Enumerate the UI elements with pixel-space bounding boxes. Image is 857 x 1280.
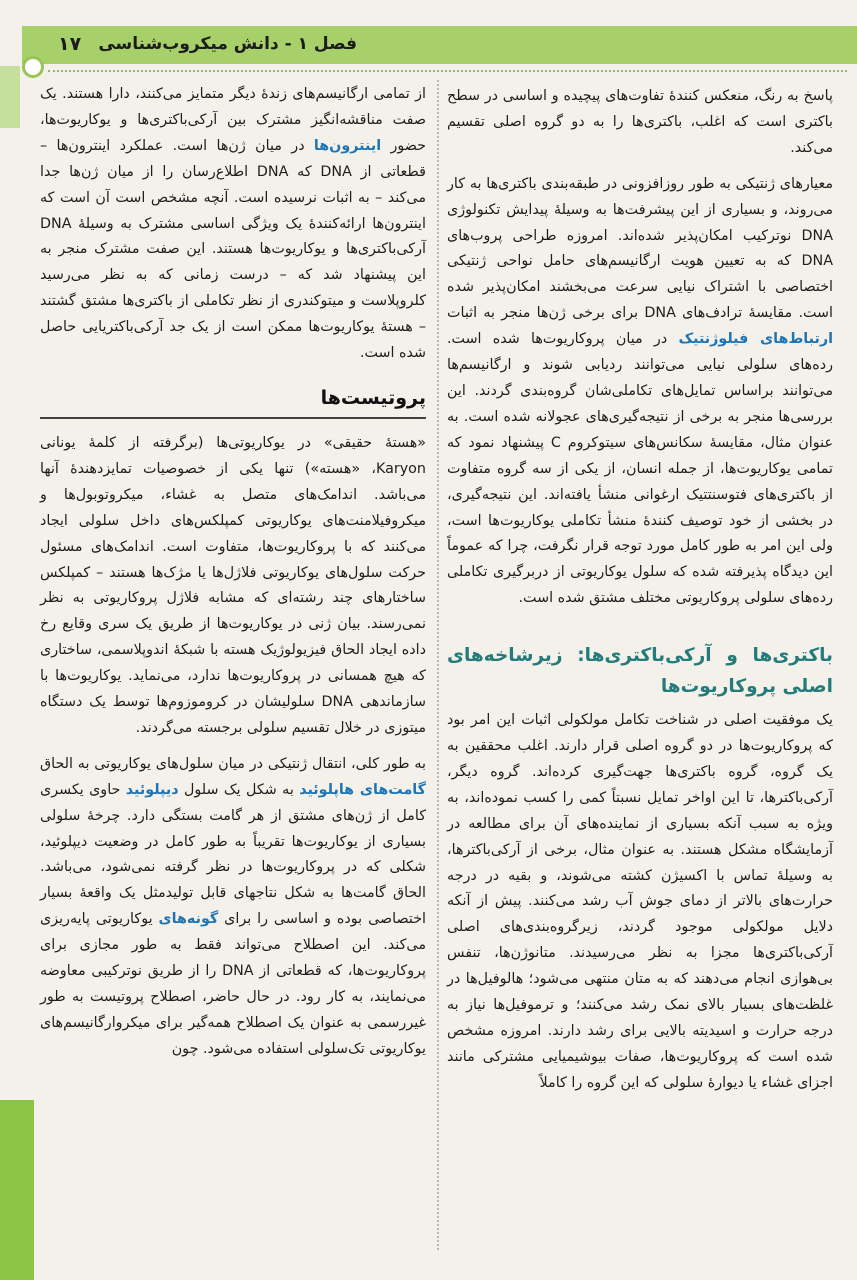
paragraph bbox=[40, 82, 426, 367]
left-column bbox=[40, 82, 426, 1073]
keyword-phylogenetic: ارتباط‌های فیلوژنتیک bbox=[678, 331, 834, 348]
chapter-title: فصل ۱ - دانش میکروب‌شناسی bbox=[98, 34, 357, 54]
header-circle-ornament bbox=[22, 56, 44, 78]
paragraph bbox=[40, 752, 426, 1063]
section-heading: پروتیست‌ها bbox=[40, 381, 426, 419]
keyword-introns: اینترون‌ها bbox=[313, 137, 382, 154]
side-strip-top bbox=[0, 66, 20, 128]
paragraph-text: در میان پروکاریوت‌ها شده است. رده‌های سلولی نیایی می‌توانند ردیابی شوند و ارگانیسم‌ها می‌توانند براساس تمایل‌های تکاملی‌شان گروه‌بندی گردند. این بررسی‌ها منجر به برخی از نتیجه‌گیری‌های عجولانه شده است. به عنوان مثال، مقایسهٔ سکانس‌های سیتوکروم C پیشنهاد نمود که تمامی یوکاریوت‌ها، از جمله انسان، از یکی از سه گروه متفاوت از باکتری‌های فتوسنتتیک ارغوانی منشأ یافته‌اند. این نتیجه‌گیری، در بخشی از خود توصیف کنندهٔ منشأ تکاملی یوکاریوت‌ها است، ولی این امر به طور کامل مورد توجه قرار نگرفت، چرا که عموماً این دیدگاه پذیرفته شده که سلول یوکاریوتی از دربرگیری تکاملی رده‌های سلولی پروکاریوتی مختلف مشتق شده است. bbox=[447, 331, 833, 607]
right-column bbox=[447, 84, 833, 1107]
paragraph: یک موفقیت اصلی در شناخت تکامل مولکولی اثبات این امر بود که پروکاریوت‌ها در دو گروه اصلی قرار دارند. اغلب محققین به یک گروه، گروه باکتری‌ها جهت‌گیری کرده‌اند. گروه دیگر، آرکی‌باکترها، تا این اواخر تمایل نسبتاً کمی را کسب نموده‌اند، به ویژه به سبب آنکه بسیاری از نماینده‌های آن برای مطالعه در آزمایشگاه مشکل هستند. به عنوان مثال، برخی از آرکی‌باکترها، به وسیلهٔ تماس با اکسیژن کشته می‌شوند، و بقیه در درجه حرارت‌های بالاتر از دمای جوش آب رشد می‌کنند. پیش از آنکه دلایل مولکولی موجود گردند، زیرگروه‌بندی‌های اصلی آرکی‌باکتری‌ها مجزا به نظر می‌رسیدند. متانوژن‌ها، تنفس بی‌هوازی انجام می‌دهند که به متان منتهی می‌شود؛ هالوفیل‌ها در غلظت‌های بسیار بالای نمک رشد می‌کنند؛ و ترموفیل‌ها نیاز به درجه حرارت و اسیدیته بالایی برای رشد دارند. امروزه مشخص شده است که پروکاریوت‌ها، صفات بیوشیمیایی مشترکی مانند اجزای غشاء یا دیوارهٔ سلولی که این گروه را کاملاً bbox=[447, 712, 833, 1091]
keyword-species: گونه‌های bbox=[158, 911, 219, 928]
page-number: ۱۷ bbox=[58, 33, 82, 55]
paragraph: «هستهٔ حقیقی» در یوکاریوتی‌ها (برگرفته از کلمهٔ یونانی Karyon، «هسته») تنها یکی از خصوصیات تمایزدهندهٔ آنها می‌باشد. اندامک‌های متصل به غشاء، میکروتوبول‌ها و میکروفیلامنت‌های یوکاریوتی کمپلکس‌های داخل سلولی ایجاد می‌کنند که با پروکاریوت‌ها، متفاوت است. اندامک‌های مسئول حرکت سلول‌های یوکاریوتی فلاژل‌ها یا مژک‌ها هستند – کمپلکس ساختارهای چند رشته‌ای که مشابه فلاژل پروکاریوتی به نظر نمی‌رسند. بیان ژنی در یوکاریوت‌ها از طریق یک سری وقایع رخ داده ایجاد الحاق فیزیولوژیک هسته با شبکهٔ اندوپلاسمی، ساختاری که هیچ همسانی در پروکاریوت‌ها ندارد، می‌نماید. یوکاریوت‌ها با سازماندهی DNA سلولیشان در کروموزوم‌ها توسط یک دستگاه میتوزی در خلال تقسیم سلولی برجسته می‌گردند. bbox=[40, 434, 426, 736]
paragraph bbox=[447, 172, 833, 612]
paragraph-text: از تمامی ارگانیسم‌های زندهٔ دیگر متمایز می‌کنند، دارا هستند. یک صفت مناقشه‌انگیز مشترک بین آرکی‌باکتری‌ها و یوکاریوت‌ها، حضور bbox=[40, 86, 426, 154]
paragraph-text: به شکل یک سلول bbox=[178, 781, 300, 798]
paragraph: پاسخ به رنگ، منعکس کنندهٔ تفاوت‌های پیچیده و اساسی در سطح باکتری است که اغلب، باکتری‌ها را به دو گروه اصلی تقسیم می‌کند. bbox=[447, 88, 833, 156]
keyword-haploid-gametes: گامت‌های هاپلوئید bbox=[299, 781, 426, 798]
column-divider bbox=[437, 80, 439, 1250]
paragraph-text: حاوی یکسری کامل از ژن‌های مشتق از هر گامت بستگی دارد. چرخهٔ سلولی بسیاری از یوکاریوت‌ها تقریباً به طور کامل در وضعیت دیپلوئید، شکلی که در پروکاریوت‌ها در نظر گرفته نمی‌شود، می‌باشد. الحاق گامت‌ها به شکل نتاجهای قابل تولیدمثل یک واقعهٔ بسیار اختصاصی بوده و اساسی را برای bbox=[40, 781, 426, 928]
paragraph-text: به طور کلی، انتقال ژنتیکی در میان سلول‌های یوکاریوتی به الحاق bbox=[40, 755, 426, 772]
paragraph-text: یوکاریوتی پایه‌ریزی می‌کند. این اصطلاح می‌تواند فقط به طور مجازی برای پروکاریوت‌ها، که قطعاتی از DNA را از طریق نوترکیبی معاوضه می‌نمایند، به کار رود. در حال حاضر، اصطلاح پروتیست به طور غیررسمی به عنوان یک اصطلاح همه‌گیر برای میکروارگانیسم‌های یوکاریوتی تک‌سلولی استفاده می‌شود. چون bbox=[40, 911, 426, 1057]
header-dotted-line bbox=[48, 70, 847, 72]
paragraph-text: معیارهای ژنتیکی به طور روزافزونی در طبقه‌بندی باکتری‌ها به کار می‌روند، و بسیاری از این پیشرفت‌ها به وسیلهٔ پیدایش تکنولوژی DNA نوترکیب امکان‌پذیر شده‌اند. امروزه طراحی پروب‌های DNA که به تعیین هویت ارگانیسم‌های حامل نواحی ژنتیکی اختصاصی با اشتراک نیایی سرعت می‌بخشند امکان‌پذیر شده است. مقایسهٔ ترادف‌های DNA برای برخی ژن‌ها منجر به اثبات bbox=[447, 175, 833, 322]
keyword-diploid: دیپلوئید bbox=[125, 781, 179, 798]
side-strip-bottom bbox=[0, 1100, 34, 1280]
paragraph-text: در میان ژن‌ها است. عملکرد اینترون‌ها – قطعاتی از DNA که DNA اطلاع‌رسان را از میان ژن‌ها جدا می‌کند – به اثبات نرسیده است. آنچه مشخص است آن است که اینترون‌ها ارائه‌کنندهٔ یک ویژگی اساسی مشترک به وسیلهٔ DNA آرکی‌باکتری‌ها و یوکاریوت‌ها هستند. این صفت مشترک منجر به این پیشنهاد شد که – درست زمانی که به نظر می‌رسید کلروپلاست و میتوکندری از نظر تکاملی از باکتری‌ها مشتق گشتند – هستهٔ یوکاریوت‌ها ممکن است از یک جد آرکی‌باکتریایی حاصل شده است. bbox=[40, 137, 426, 362]
section-heading: باکتری‌ها و آرکی‌باکتری‌ها: زیرشاخه‌های اصلی پروکاریوت‌ها bbox=[447, 645, 833, 698]
